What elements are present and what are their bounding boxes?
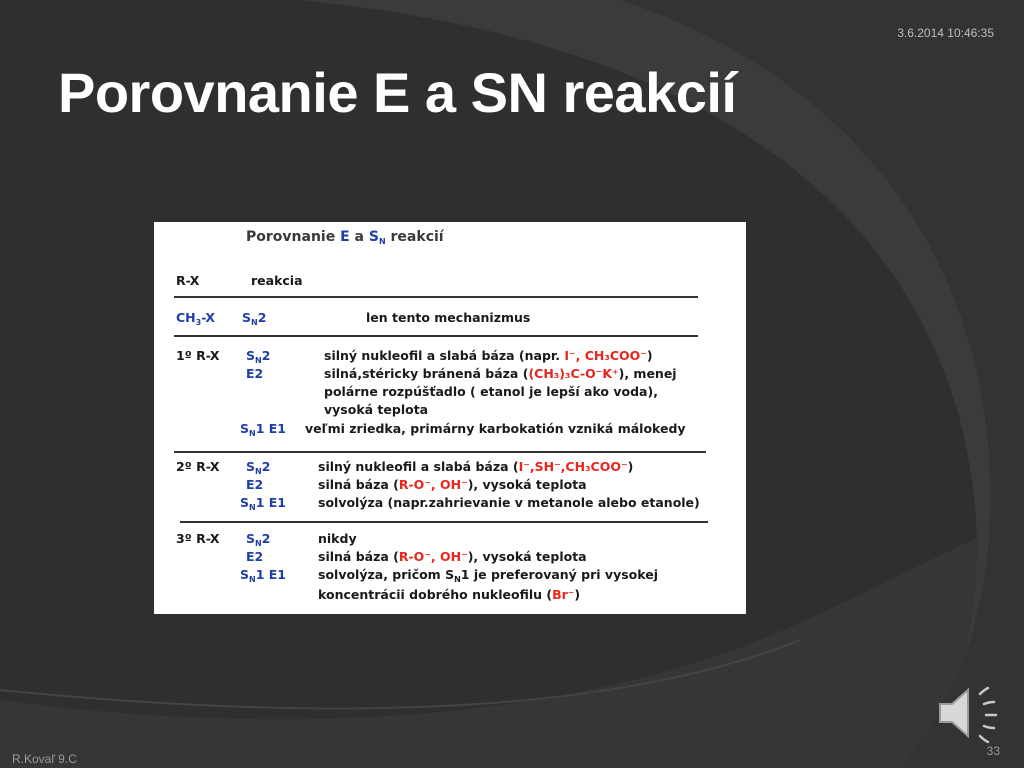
- slide-title: Porovnanie E a SN reakcií: [58, 61, 737, 124]
- tertiary-rx-label: 3º R-X: [176, 531, 220, 546]
- ch3-rx-label: $CH_3-X$: [176, 310, 216, 327]
- tertiary-sn1-e1: $S_N1$ E1: [240, 567, 287, 584]
- secondary-line-3: solvolýza (napr.zahrievanie v metanole alebo etanole): [318, 495, 700, 510]
- secondary-sn2: $S_N2$: [246, 459, 271, 476]
- tertiary-e2: E2: [246, 549, 264, 564]
- primary-line-1: silný nukleofil a slabá báza (napr. I⁻, CH₃COO⁻): [324, 348, 653, 363]
- comparison-table-image: [154, 222, 746, 614]
- divider: [174, 296, 698, 298]
- divider: [180, 521, 708, 523]
- divider: [174, 335, 698, 337]
- speaker-icon[interactable]: [934, 682, 1006, 744]
- primary-sn1-e1: $S_N1$ E1: [240, 421, 287, 438]
- primary-line-3: polárne rozpúšťadlo ( etanol je lepší ako voda),: [324, 384, 658, 399]
- primary-sn2: $S_N2$: [246, 348, 271, 365]
- page-number: 33: [986, 744, 1000, 758]
- header-rx: R-X: [176, 273, 200, 288]
- secondary-line-2: silná báza (R-O⁻, OH⁻), vysoká teplota: [318, 477, 587, 492]
- primary-rx-label: 1º R-X: [176, 348, 220, 363]
- tertiary-line-1: nikdy: [318, 531, 357, 546]
- tertiary-line-4: koncentrácii dobrého nukleofilu (Br⁻): [318, 587, 581, 602]
- secondary-sn1-e1: $S_N1$ E1: [240, 495, 287, 512]
- tertiary-line-3: solvolýza, pričom $S_N1$ je preferovaný pri vysokej: [318, 567, 658, 584]
- divider: [174, 451, 706, 453]
- table-title: Porovnanie E a $S_N$ reakcií: [246, 229, 444, 246]
- tertiary-sn2: $S_N2$: [246, 531, 271, 548]
- secondary-line-1: silný nukleofil a slabá báza (I⁻,SH⁻,CH₃COO⁻): [318, 459, 634, 474]
- primary-e2: E2: [246, 366, 264, 381]
- ch3-sn2: $S_N2$: [242, 310, 267, 327]
- slide-date: 3.6.2014 10:46:35: [897, 26, 994, 40]
- primary-line-5: veľmi zriedka, primárny karbokatión vzniká málokedy: [305, 421, 686, 436]
- ch3-description: len tento mechanizmus: [366, 310, 531, 325]
- primary-line-4: vysoká teplota: [324, 402, 429, 417]
- header-reakcia: reakcia: [251, 273, 303, 288]
- secondary-e2: E2: [246, 477, 264, 492]
- tertiary-line-2: silná báza (R-O⁻, OH⁻), vysoká teplota: [318, 549, 587, 564]
- footer-author: R.Kovaľ 9.C: [12, 752, 77, 766]
- primary-line-2: silná,stéricky bránená báza ((CH₃)₃C-O⁻K⁺), menej: [324, 366, 677, 381]
- secondary-rx-label: 2º R-X: [176, 459, 220, 474]
